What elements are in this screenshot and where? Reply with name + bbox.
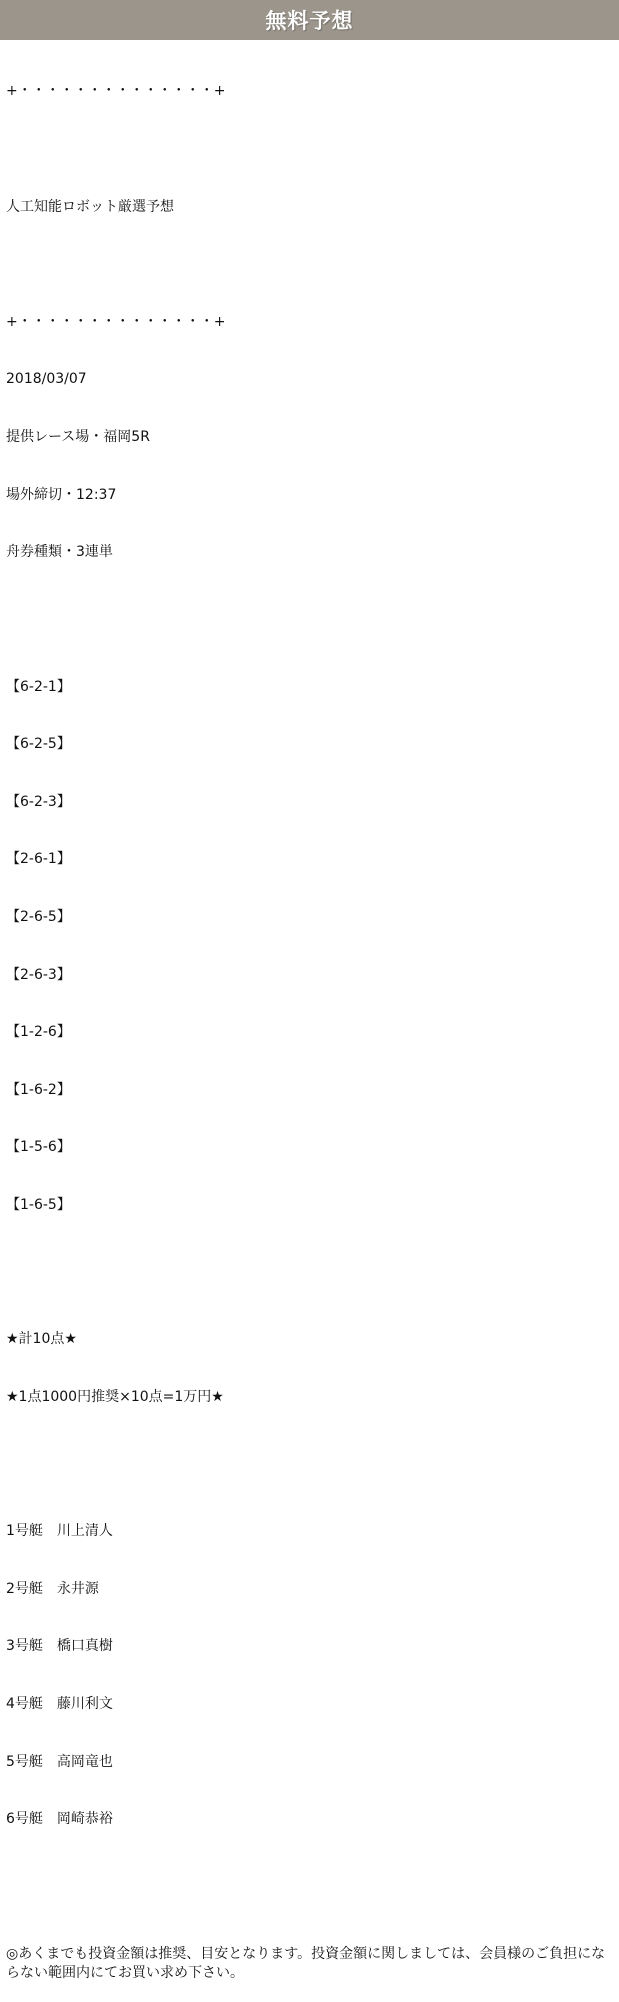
pick-item: 【1-6-5】 [6,1196,71,1213]
ticket-type: 舟券種類・3連単 [6,544,113,561]
spacer [6,601,619,620]
pick-item: 【6-2-3】 [6,793,71,810]
boat-number: 4号艇 [6,1696,43,1713]
summary-stake: ★1点1000円推奨×10点=1万円★ [6,1388,224,1405]
spacer [6,1445,619,1464]
racer-name: 永井源 [56,1580,99,1597]
pick-item: 【2-6-1】 [6,851,71,868]
boat-row [6,1695,619,1714]
boat-number: 6号艇 [6,1811,43,1828]
racer-name: 川上清人 [56,1523,113,1540]
racer-name: 藤川利文 [56,1696,113,1713]
pick-item: 【2-6-5】 [6,908,71,925]
spacer [6,140,619,159]
boat-row [6,1580,619,1599]
pick-item: 【1-2-6】 [6,1024,71,1041]
boat-row [6,1810,619,1829]
spacer [6,1253,619,1272]
race-date: 2018/03/07 [6,371,87,388]
spacer [6,255,619,274]
boat-number: 1号艇 [6,1523,43,1540]
divider-top: +・・・・・・・・・・・・・・+ [6,83,226,100]
boat-row [6,1637,619,1656]
racer-name: 橋口真樹 [56,1638,113,1655]
pick-item: 【2-6-3】 [6,966,71,983]
pick-item: 【6-2-5】 [6,736,71,753]
investment-note: ◎あくまでも投資金額は推奨、目安となります。投資金額に関しましては、会員様のご負担にならない範囲内にてお買い求め下さい。 [6,1945,606,1981]
boat-row [6,1753,619,1772]
pick-item: 【1-6-2】 [6,1081,71,1098]
divider-bottom: +・・・・・・・・・・・・・・+ [6,313,226,330]
boat-number: 5号艇 [6,1753,43,1770]
racer-name: 岡崎恭裕 [56,1811,113,1828]
pick-item: 【6-2-1】 [6,678,71,695]
page-title: 無料予想 [0,0,619,40]
boat-number: 2号艇 [6,1580,43,1597]
race-deadline: 場外締切・12:37 [6,486,117,503]
headline: 人工知能ロボット厳選予想 [6,198,174,215]
race-venue: 提供レース場・福岡5R [6,428,150,445]
racer-name: 高岡竜也 [56,1753,113,1770]
pick-item: 【1-5-6】 [6,1139,71,1156]
forecast-body [0,40,619,2002]
spacer [6,1868,619,1887]
boat-row [6,1522,619,1541]
boat-number: 3号艇 [6,1638,43,1655]
summary-total: ★計10点★ [6,1331,77,1348]
